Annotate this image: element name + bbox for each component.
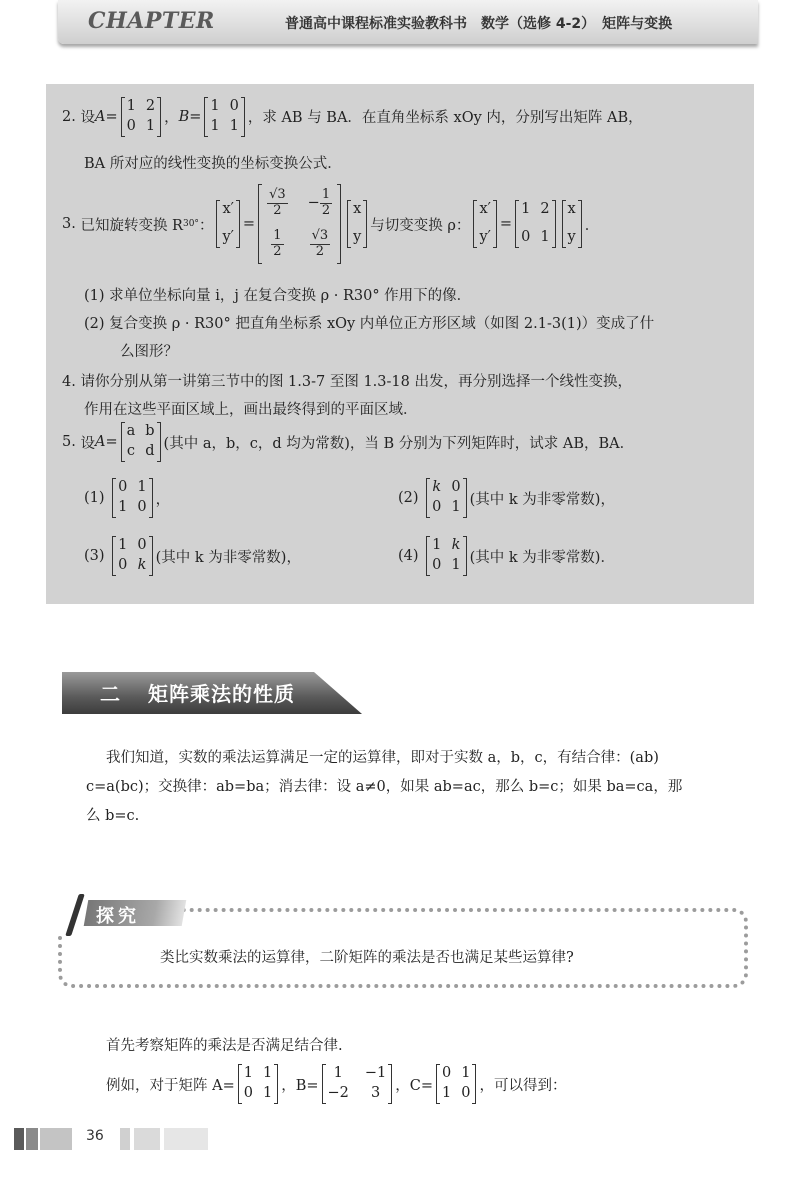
vector-prime: x′ y′ (473, 201, 496, 247)
exercise-4-line2: 作用在这些平面区域上，画出最终得到的平面区域． (84, 402, 418, 418)
section-number: 二 (100, 682, 120, 706)
exercise-5-option-4: (4) 1 k 0 1 (其中 k 为非零常数)． (398, 537, 615, 573)
rho-matrix: 1 2 0 1 (515, 201, 555, 247)
matrix: 1 k 0 1 (426, 537, 466, 575)
matrix: k 0 0 1 (426, 479, 466, 517)
exercise-3-sub1: (1) 求单位坐标向量 i，j 在复合变换 ρ · R30° 作用下的像． (84, 288, 472, 304)
explore-label: 探究 (96, 906, 140, 927)
intro-line3: 么 b=c. (86, 808, 140, 824)
matrix-c: 0 1 1 0 (436, 1065, 476, 1103)
var-b: B (178, 108, 190, 125)
text: 与切变变换 ρ： (370, 217, 471, 234)
section-banner (62, 664, 362, 716)
matrix-b: 1 −1 −2 3 (322, 1065, 393, 1103)
page-number: 36 (86, 1128, 104, 1144)
exercise-3: 3. 已知旋转变换 R 30° ： x′ y′ = $\frac{√3}{2}$ − $\frac{1}{2}$ $\frac{1}{2}$ $\frac{√3}{2}$ x y 与切变变换 ρ： x′ y′ = 1 2 0 1 x y ． (62, 178, 599, 270)
exercise-number: 2. (62, 108, 76, 125)
footer-bar (164, 1128, 208, 1150)
subscript: 30° (182, 219, 199, 229)
equals: = (105, 108, 118, 125)
vector: x y (347, 201, 367, 247)
explore-text: 类比实数乘法的运算律，二阶矩阵的乘法是否也满足某些运算律? (160, 950, 574, 966)
exercise-number: 5. (62, 434, 76, 450)
text: 设 (80, 110, 95, 127)
var-a: A (94, 108, 106, 125)
footer-bar (14, 1128, 24, 1150)
vector-prime: x′ y′ (216, 201, 239, 247)
footer-bar (26, 1128, 38, 1150)
body-p2: 例如，对于矩阵 A= 1 1 0 1 ，B= 1 −1 −2 3 ，C= 0 1 1 0 ，可以得到： (106, 1065, 567, 1101)
matrix: 0 1 1 0 (112, 479, 152, 517)
exercise-2-line2: BA 所对应的线性变换的坐标变换公式． (84, 156, 342, 172)
exercise-number: 3. (62, 216, 76, 232)
period: ． (584, 217, 600, 234)
text: 已知旋转变换 R (80, 217, 183, 234)
matrix-a: 1 2 0 1 (121, 98, 161, 136)
exercise-5: 5. 设 A = a b c d (其中 a，b，c，d 均为常数)，当 B 分别为下列矩阵时，试求 AB，BA． (62, 423, 635, 459)
exercise-5-option-3: (3) 1 0 0 k (其中 k 为非零常数)， (84, 537, 301, 573)
footer-bar (134, 1128, 160, 1150)
footer-bar (120, 1128, 130, 1150)
exercise-5-option-1: (1) 0 1 1 0 ， (84, 479, 171, 515)
footer-bar (40, 1128, 72, 1150)
section-title: 矩阵乘法的性质 (148, 682, 295, 706)
frac: $\frac{√3}{2}$ (269, 187, 286, 219)
exercise-2 (62, 98, 643, 136)
matrix-a: a b c d (121, 423, 161, 461)
text: (其中 a，b，c，d 均为常数)，当 B 分别为下列矩阵时，试求 AB，BA． (163, 435, 635, 452)
comma: ， (164, 110, 179, 127)
text: 设 (80, 435, 95, 452)
vector: x y (562, 201, 582, 247)
exercise-4-line1: 4. 请你分别从第一讲第三节中的图 1.3-7 至图 1.3-18 出发，再分别选择一个线性变换， (62, 374, 632, 390)
frac: $\frac{1}{2}$ (273, 228, 282, 259)
book-title: 普通高中课程标准实验教科书 数学（选修 4-2） 矩阵与变换 (285, 16, 673, 32)
colon: ： (198, 217, 214, 234)
body-p1: 首先考察矩阵的乘法是否满足结合律. (106, 1038, 343, 1054)
chapter-label: CHAPTER (88, 8, 215, 34)
exercise-5-option-2: (2) k 0 0 1 (其中 k 为非零常数)， (398, 479, 615, 515)
page-header (0, 0, 800, 56)
frac: $\frac{√3}{2}$ (311, 228, 329, 259)
rotation-matrix: $\frac{√3}{2}$ − $\frac{1}{2}$ $\frac{1}{2}$ $\frac{√3}{2}$ (258, 185, 341, 263)
matrix: 1 0 0 k (112, 537, 152, 575)
exercise-3-sub2b: 么图形？ (120, 344, 178, 360)
exercise-3-sub2a: (2) 复合变换 ρ · R30° 把直角坐标系 xOy 内单位正方形区域（如图 2.1-3(1)）变成了什 (84, 316, 655, 332)
text: ，求 AB 与 BA．在直角坐标系 xOy 内，分别写出矩阵 AB， (247, 110, 643, 127)
intro-line2: c=a(bc)；交换律：ab=ba；消去律：设 a≠0，如果 ab=ac，那么 b=c；如果 ba=ca，那 (86, 779, 683, 795)
matrix-b: 1 0 1 1 (204, 98, 244, 136)
matrix-a: 1 1 0 1 (238, 1065, 278, 1103)
intro-line1: 我们知道，实数的乘法运算满足一定的运算律，即对于实数 a，b，c，有结合律：(ab) (106, 750, 659, 766)
equals: = (189, 108, 202, 125)
